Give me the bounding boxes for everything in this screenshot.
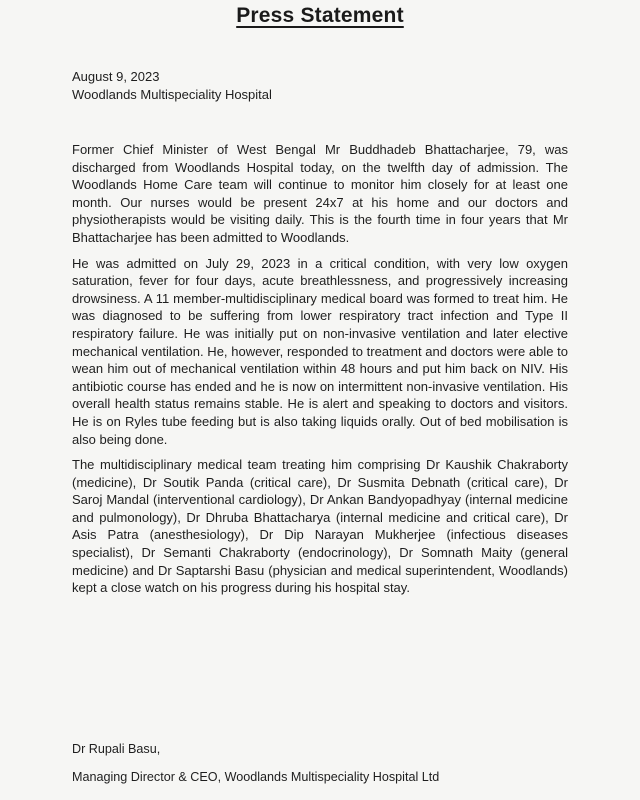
signatory-name: Dr Rupali Basu, <box>72 742 161 756</box>
paragraph-discharge: Former Chief Minister of West Bengal Mr Buddhadeb Bhattacharjee, 79, was discharged from Woodlands Hospital today, on the twelfth day of admission. The Woodlands Home Care team will continue to monitor him closely for at least one month. Our nurses would be present 24x7 at his home and our doctors and physiotherapists would be visiting daily. This is the fourth time in four years that Mr Bhattacharjee has been admitted to Woodlands. <box>72 142 568 245</box>
header-block <box>72 68 272 104</box>
paragraph-medical-team: The multidisciplinary medical team treating him comprising Dr Kaushik Chakraborty (medicine), Dr Soutik Panda (critical care), Dr Susmita Debnath (critical care), Dr Saroj Mandal (interventional cardiology), Dr Ankan Bandyopadhyay (internal medicine and pulmonology), Dr Dhruba Bhattacharya (internal medicine and critical care), Dr Asis Patra (anesthesiology), Dr Dip Narayan Mukherjee (infectious diseases specialist), Dr Semanti Chakraborty (endocrinology), Dr Somnath Maity (general medicine) and Dr Saptarshi Basu (physician and medical superintendent, Woodlands) kept a close watch on his progress during his hospital stay. <box>72 457 568 596</box>
hospital-name: Woodlands Multispeciality Hospital <box>72 87 272 102</box>
paragraph-treatment: He was admitted on July 29, 2023 in a critical condition, with very low oxygen saturation, fever for four days, acute breathlessness, and progressively increasing drowsiness. A 11 member-multidisciplinary medical board was formed to treat him. He was diagnosed to be suffering from lower respiratory tract infection and Type II respiratory failure. He was initially put on non-invasive ventilation and later elective mechanical ventilation. He, however, responded to treatment and doctors were able to wean him out of mechanical ventilation within 48 hours and put him back on NIV. His antibiotic course has ended and he is now on intermittent non-invasive ventilation. His overall health status remains stable. He is alert and speaking to doctors and visitors. He is on Ryles tube feeding but is also taking liquids orally. Out of bed mobilisation is also being done. <box>72 255 568 447</box>
statement-date: August 9, 2023 <box>72 69 160 84</box>
statement-body <box>72 141 568 605</box>
document-title: Press Statement <box>236 4 404 27</box>
signature-block <box>72 740 439 786</box>
signatory-designation: Managing Director & CEO, Woodlands Multispeciality Hospital Ltd <box>72 770 440 784</box>
